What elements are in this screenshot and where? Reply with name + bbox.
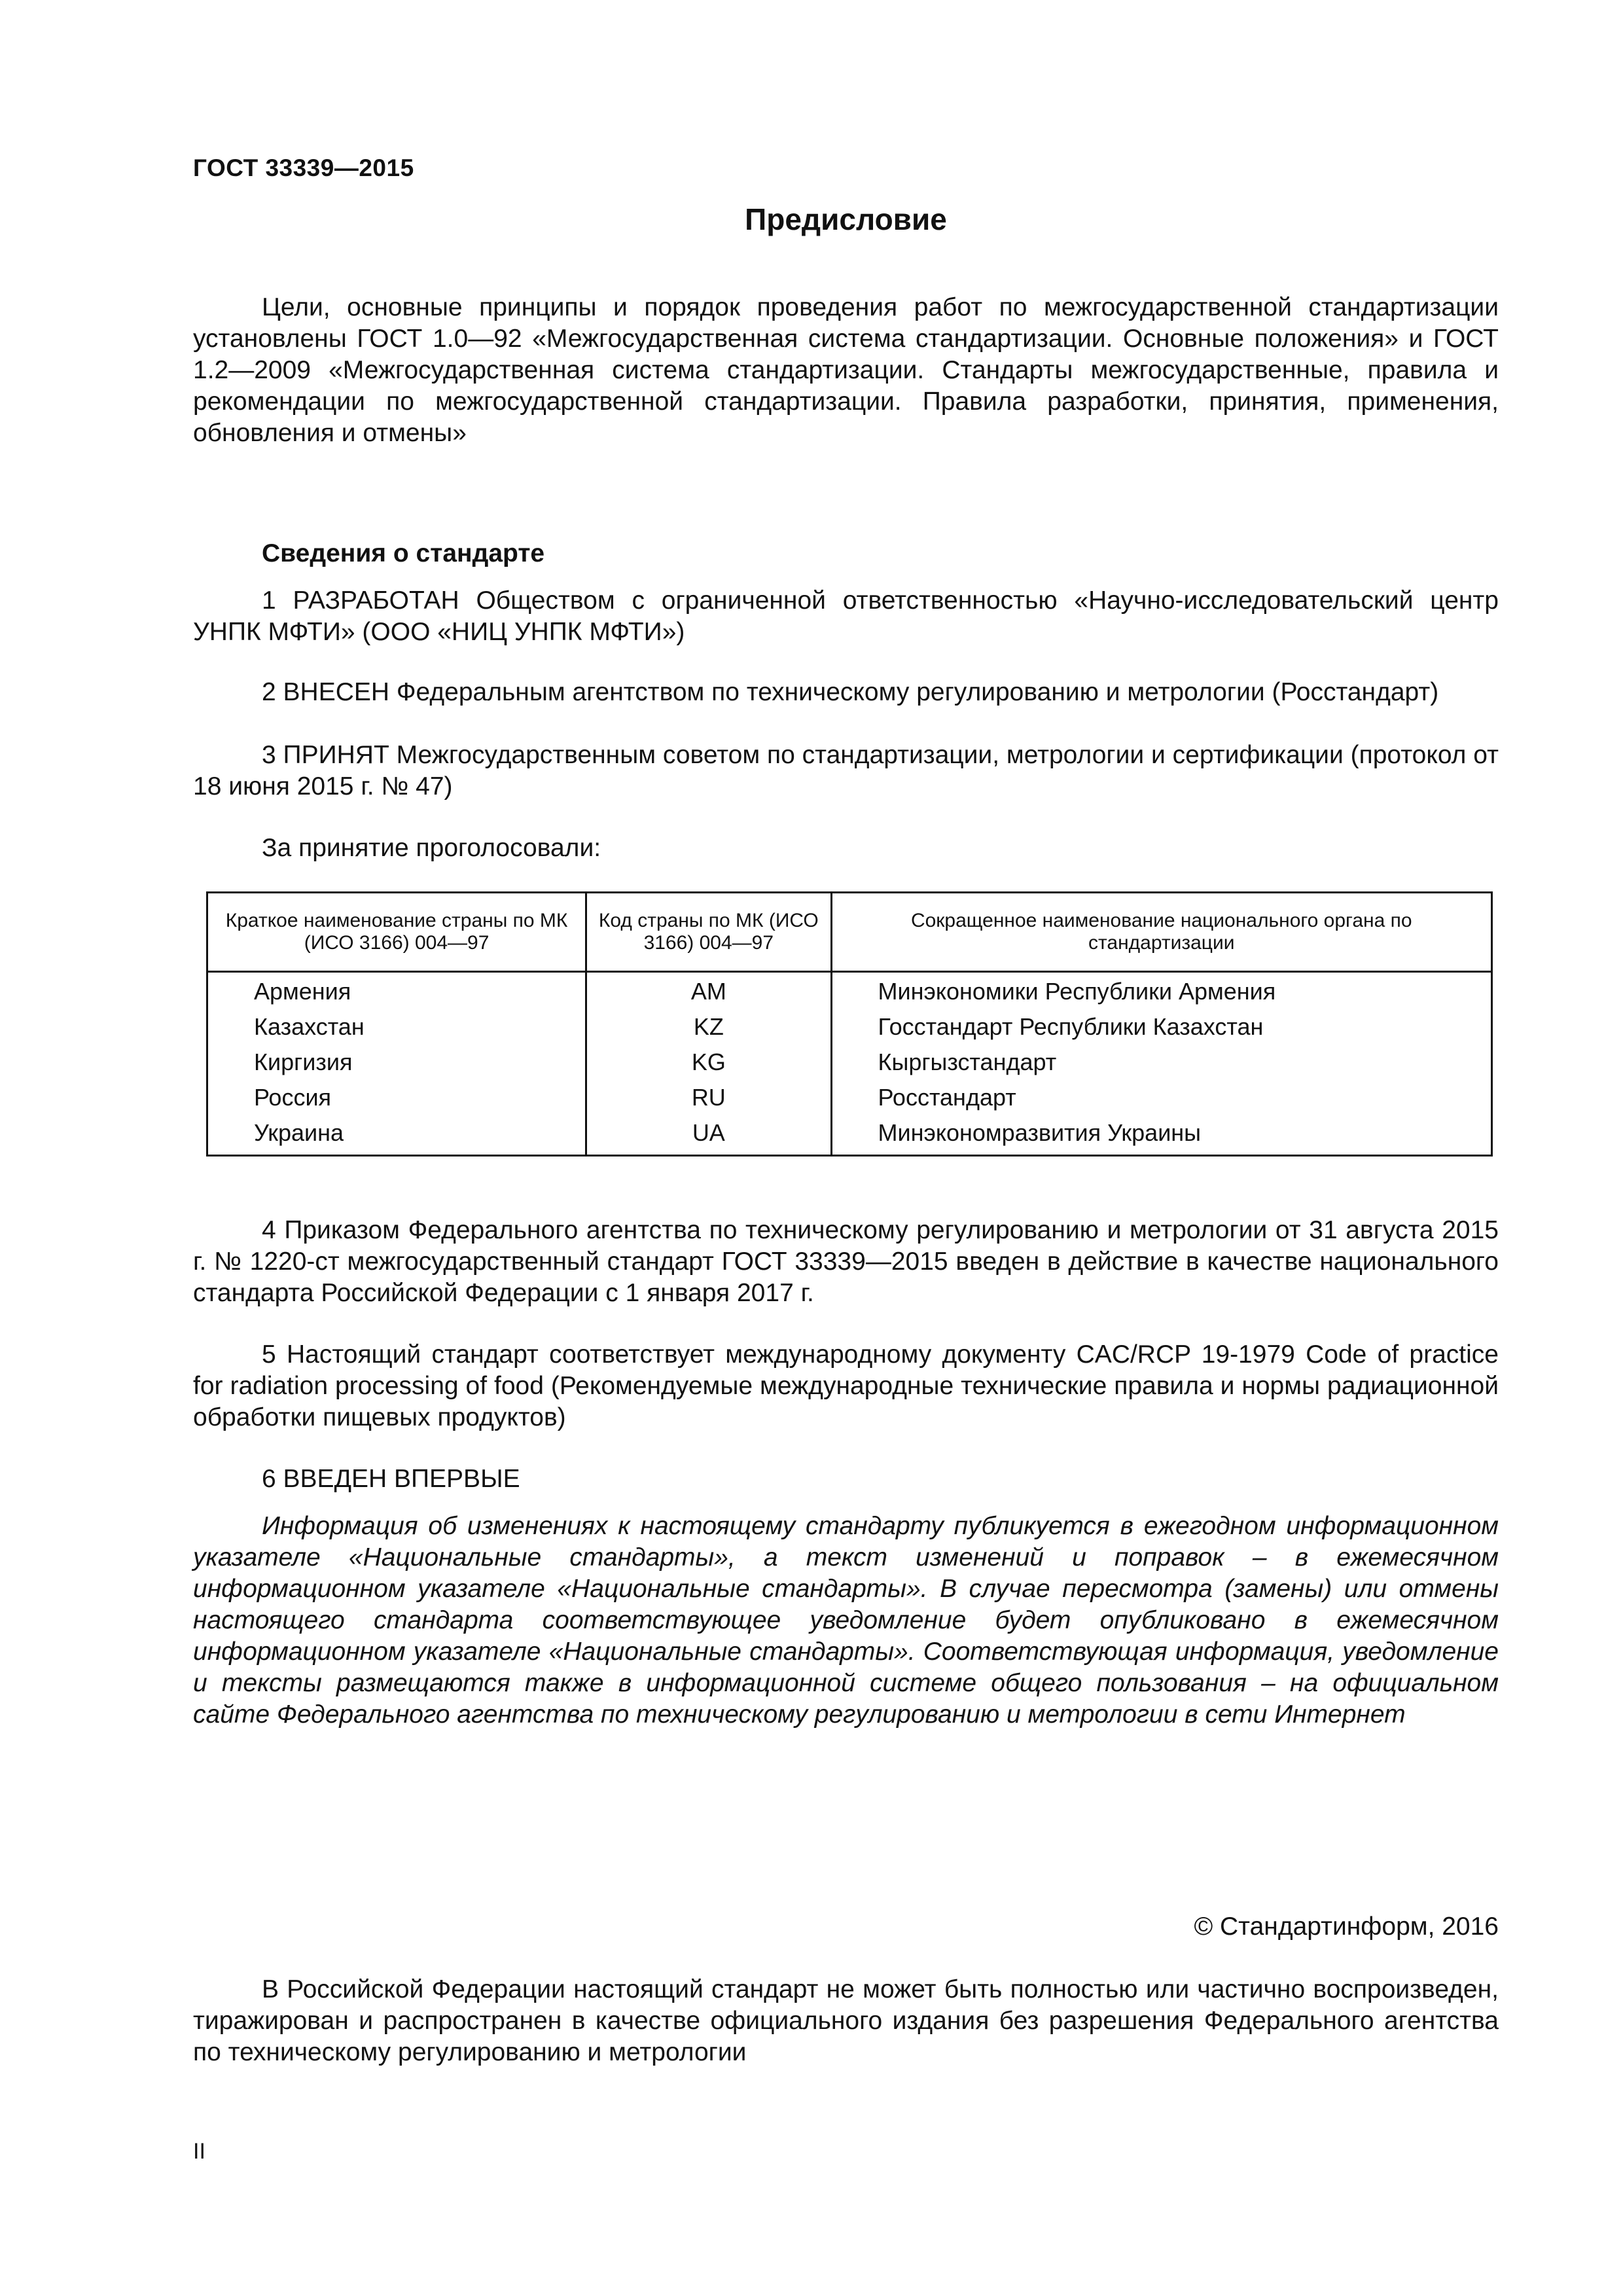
table-row bbox=[207, 972, 1492, 1010]
national-body: Кыргызстандарт bbox=[831, 1045, 1492, 1080]
country-name: Армения bbox=[207, 972, 586, 1010]
info-item-submitted: 2 ВНЕСЕН Федеральным агентством по техническому регулированию и метрологии (Росстандарт) bbox=[262, 678, 1439, 706]
country-code: RU bbox=[586, 1080, 831, 1115]
country-name: Украина bbox=[207, 1115, 586, 1156]
header-country-name: Краткое наименование страны по МК (ИСО 3166) 004—97 bbox=[207, 893, 586, 972]
info-item-conformity: 5 Настоящий стандарт соответствует международному документу CAC/RCP 19-1979 Code of practice for radiation processing of food (Рекомендуемые международные технические правила и нормы радиационной обработки пищевых продуктов) bbox=[193, 1340, 1499, 1431]
national-body: Росстандарт bbox=[831, 1080, 1492, 1115]
voting-countries-table bbox=[206, 891, 1493, 1157]
page-title: Предисловие bbox=[745, 202, 947, 236]
table-row bbox=[207, 1045, 1492, 1080]
country-name: Казахстан bbox=[207, 1009, 586, 1045]
page-number: II bbox=[193, 2139, 205, 2164]
copyright-line: © Стандартинформ, 2016 bbox=[1194, 1912, 1499, 1941]
info-item-developed: 1 РАЗРАБОТАН Обществом с ограниченной ответственностью «Научно-исследовательский центр УНПК МФТИ» (ООО «НИЦ УНПК МФТИ») bbox=[193, 586, 1499, 646]
table-row bbox=[207, 1009, 1492, 1045]
table-header-row bbox=[207, 893, 1492, 972]
info-heading: Сведения о стандарте bbox=[262, 539, 545, 567]
country-code: UA bbox=[586, 1115, 831, 1156]
country-name: Киргизия bbox=[207, 1045, 586, 1080]
national-body: Минэкономики Республики Армения bbox=[831, 972, 1492, 1010]
info-item-order: 4 Приказом Федерального агентства по техническому регулированию и метрологии от 31 августа 2015 г. № 1220-ст межгосударственный стандарт ГОСТ 33339—2015 введен в действие в качестве национального стандарта Российской Федерации с 1 января 2017 г. bbox=[193, 1216, 1499, 1307]
voted-label: За принятие проголосовали: bbox=[262, 834, 601, 862]
info-item-first-introduced: 6 ВВЕДЕН ВПЕРВЫЕ bbox=[262, 1465, 520, 1493]
table-row bbox=[207, 1115, 1492, 1156]
reproduction-notice: В Российской Федерации настоящий стандарт не может быть полностью или частично воспроизведен, тиражирован и распространен в качестве официального издания без разрешения Федерального агентства по техническому регулированию и метрологии bbox=[193, 1975, 1499, 2066]
document-code-header: ГОСТ 33339—2015 bbox=[193, 154, 414, 181]
country-code: KZ bbox=[586, 1009, 831, 1045]
national-body: Минэкономразвития Украины bbox=[831, 1115, 1492, 1156]
table-row bbox=[207, 1080, 1492, 1115]
changes-notice-paragraph: Информация об изменениях к настоящему стандарту публикуется в ежегодном информационном указателе «Национальные стандарты», а текст изменений и поправок – в ежемесячном информационном указателе «Национальные стандарты». В случае пересмотра (замены) или отмены настоящего стандарта соответствующее уведомление будет опубликовано в ежемесячном информационном указателе «Национальные стандарты». Соответствующая информация, уведомление и тексты размещаются также в информационной системе общего пользования – на официальном сайте Федерального агентства по техническому регулированию и метрологии в сети Интернет bbox=[193, 1512, 1499, 1729]
header-national-body: Сокращенное наименование национального органа по стандартизации bbox=[831, 893, 1492, 972]
country-code: AM bbox=[586, 972, 831, 1010]
country-code: KG bbox=[586, 1045, 831, 1080]
country-name: Россия bbox=[207, 1080, 586, 1115]
info-item-adopted: 3 ПРИНЯТ Межгосударственным советом по стандартизации, метрологии и сертификации (протокол от 18 июня 2015 г. № 47) bbox=[193, 741, 1499, 800]
national-body: Госстандарт Республики Казахстан bbox=[831, 1009, 1492, 1045]
document-page bbox=[193, 0, 1499, 2296]
header-country-code: Код страны по МК (ИСО 3166) 004—97 bbox=[586, 893, 831, 972]
preface-intro-paragraph: Цели, основные принципы и порядок проведения работ по межгосударственной стандартизации установлены ГОСТ 1.0—92 «Межгосударственная система стандартизации. Основные положения» и ГОСТ 1.2—2009 «Межгосударственная система стандартизации. Стандарты межгосударственные, правила и рекомендации по межгосударственной стандартизации. Правила разработки, принятия, применения, обновления и отмены» bbox=[193, 293, 1499, 447]
